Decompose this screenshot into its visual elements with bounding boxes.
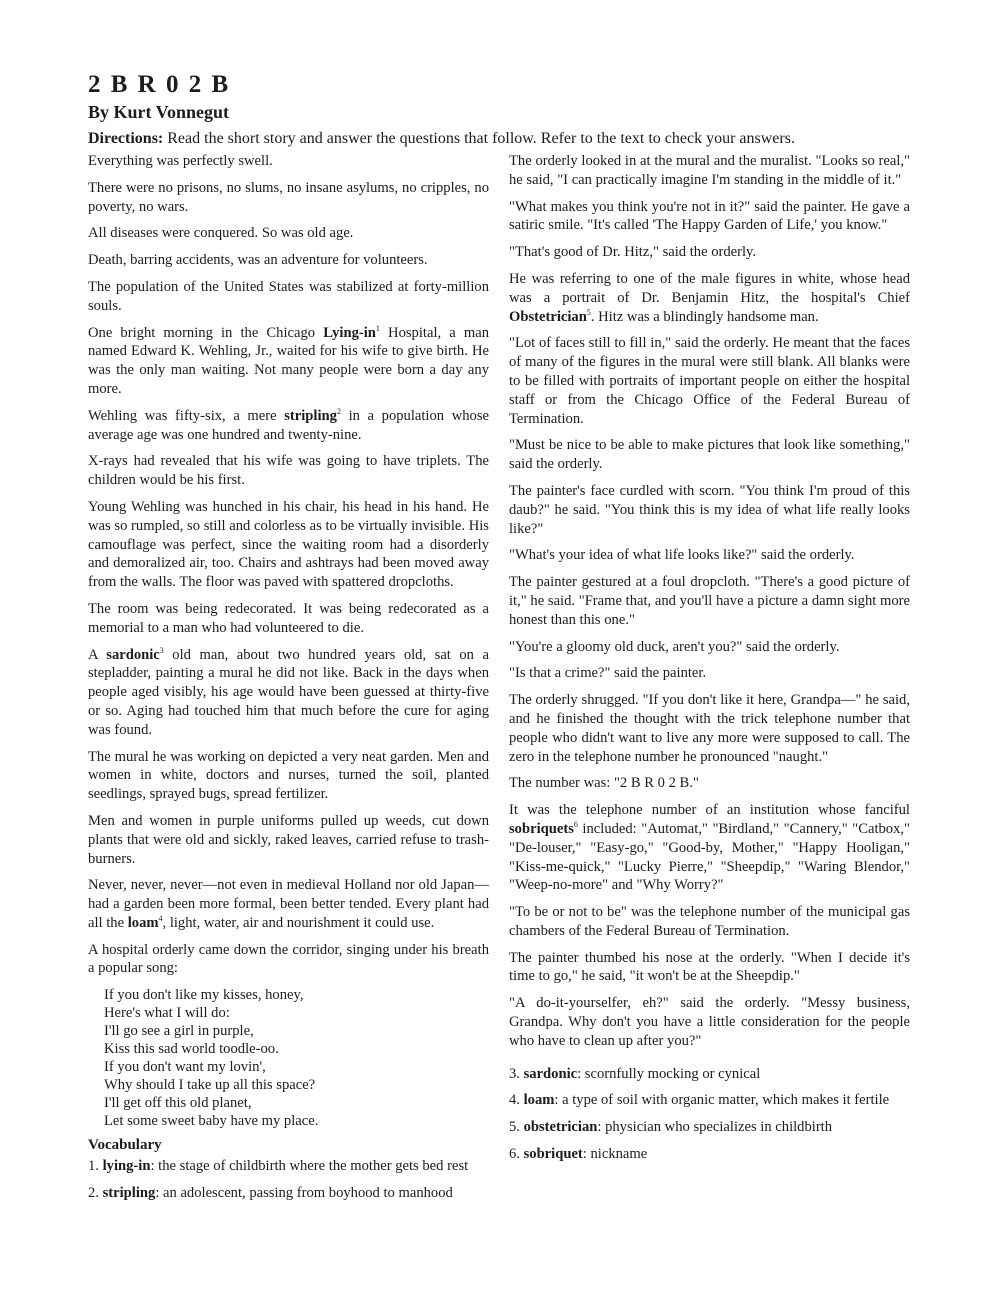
paragraph-text: included: "Automat," "Birdland," "Cannery," "Catbox," "De-louser," "Easy-go," "Good-by, Mother," "Happy Hooligan," "Kiss-me-quick," "Lucky Pierre," "Sheepdip," "Waring Blendor," "Weep-no-more" and "Why Worry?" xyxy=(509,820,910,894)
footnote-marker: 5 xyxy=(586,307,591,317)
vocab-entry-loam xyxy=(509,1091,910,1110)
vocab-entry-stripling xyxy=(88,1184,489,1203)
vocab-definition: : physician who specializes in childbirth xyxy=(597,1119,833,1136)
paragraph: "To be or not to be" was the telephone number of the municipal gas chambers of the Federal Bureau of Termination. xyxy=(509,904,910,939)
vocab-term: stripling xyxy=(102,1185,156,1202)
lyric-line: Kiss this sad world toodle-oo. xyxy=(104,1041,279,1058)
vocab-definition: : a type of soil with organic matter, which makes it fertile xyxy=(554,1092,890,1109)
footnote-marker: 4 xyxy=(158,914,163,924)
paragraph-text: Wehling was fifty-six, a mere xyxy=(88,407,285,424)
paragraph xyxy=(88,407,489,445)
vocab-term: loam xyxy=(523,1092,555,1109)
paragraph-text: He was referring to one of the male figures in white, whose head was a portrait of Dr. Benjamin Hitz, the hospital's Chief xyxy=(509,270,910,306)
vocab-term: sobriquet xyxy=(523,1146,583,1163)
paragraph: The painter thumbed his nose at the orderly. "When I decide it's time to go," he said, "it won't be at the Sheepdip." xyxy=(509,949,910,985)
vocab-number: 5. xyxy=(509,1119,524,1136)
vocab-number: 4. xyxy=(509,1092,524,1109)
paragraph: X-rays had revealed that his wife was going to have triplets. The children would be his first. xyxy=(88,453,489,489)
paragraph-text: Never, never, never—not even in medieval Holland nor old Japan—had a garden been more formal, been better tended. Every plant had all the xyxy=(88,877,489,931)
lyric-line: Let some sweet baby have my place. xyxy=(104,1113,319,1130)
paragraph-text: . Hitz was a blindingly handsome man. xyxy=(590,308,819,325)
vocab-entry-sardonic xyxy=(509,1065,910,1084)
paragraph-text: , light, water, air and nourishment it could use. xyxy=(162,914,435,931)
vocabulary-continued xyxy=(509,1065,910,1164)
vocab-term: lying-in xyxy=(102,1158,151,1175)
paragraph-text: It was the telephone number of an institution whose fanciful xyxy=(509,802,910,819)
paragraph: "Is that a crime?" said the painter. xyxy=(509,665,707,682)
paragraph: The room was being redecorated. It was being redecorated as a memorial to a man who had volunteered to die. xyxy=(88,600,489,636)
paragraph: "A do-it-yourselfer, eh?" said the orderly. "Messy business, Grandpa. Why don't you have a little consideration for the people who have to clean up after you?" xyxy=(509,995,910,1049)
vocab-term-sobriquets: sobriquets xyxy=(509,820,574,837)
paragraph: "What makes you think you're not in it?" said the painter. He gave a satiric smile. "It's called 'The Happy Garden of Life,' you know." xyxy=(509,198,910,234)
paragraph-text: One bright morning in the Chicago xyxy=(88,324,324,341)
directions-label: Directions: xyxy=(88,130,164,147)
paragraph: Men and women in purple uniforms pulled up weeds, cut down plants that were old and sickly, raked leaves, carried refuse to trash-burners. xyxy=(88,812,489,867)
paragraph: The painter's face curdled with scorn. "You think I'm proud of this daub?" he said. "You think this is my idea of what life really looks like?" xyxy=(509,482,910,537)
paragraph xyxy=(509,801,910,895)
story-title: 2 B R 0 2 B xyxy=(88,71,231,98)
directions-text: Read the short story and answer the questions that follow. Refer to the text to check your answers. xyxy=(163,130,795,147)
vocab-term-loam: loam xyxy=(127,914,159,931)
lyric-line: I'll get off this old planet, xyxy=(104,1095,252,1112)
footnote-marker: 1 xyxy=(375,323,380,333)
story-columns xyxy=(88,152,910,1211)
paragraph: Everything was perfectly swell. xyxy=(88,153,273,169)
lyric-line: I'll go see a girl in purple, xyxy=(104,1023,254,1040)
vocab-term-obstetrician: Obstetrician xyxy=(509,308,587,325)
paragraph: "Lot of faces still to fill in," said the orderly. He meant that the faces of many of the figures in the mural were still blank. All blanks were to be filled with portraits of important people on either the hospital staff or from the Chicago Office of the Federal Bureau of Termination. xyxy=(509,335,910,427)
lyric-line: Why should I take up all this space? xyxy=(104,1077,316,1094)
paragraph xyxy=(509,270,910,326)
vocab-entry-obstetrician xyxy=(509,1118,910,1137)
paragraph: "Must be nice to be able to make pictures that look like something," said the orderly. xyxy=(509,437,910,473)
song-lyrics xyxy=(104,986,489,1130)
paragraph-text: A xyxy=(88,646,107,663)
paragraph: Death, barring accidents, was an adventure for volunteers. xyxy=(88,252,428,269)
right-column xyxy=(509,152,910,1211)
vocab-term-lying-in: Lying-in xyxy=(323,324,376,341)
vocab-number: 1. xyxy=(88,1158,103,1175)
vocab-term-stripling: stripling xyxy=(284,407,337,424)
vocab-entry-sobriquet xyxy=(509,1145,910,1164)
vocab-term-sardonic: sardonic xyxy=(106,646,160,663)
vocab-definition: : scornfully mocking or cynical xyxy=(577,1065,761,1082)
vocab-definition: : an adolescent, passing from boyhood to manhood xyxy=(155,1185,453,1202)
vocab-number: 3. xyxy=(509,1065,524,1082)
story-author: By Kurt Vonnegut xyxy=(88,102,230,122)
paragraph: A hospital orderly came down the corridor, singing under his breath a popular song: xyxy=(88,941,489,977)
vocab-entry-lying-in xyxy=(88,1157,489,1176)
vocabulary-heading: Vocabulary xyxy=(88,1137,162,1154)
vocab-definition: : nickname xyxy=(582,1146,648,1163)
left-column xyxy=(88,152,489,1211)
lyric-line: Here's what I will do: xyxy=(104,1005,230,1022)
worksheet-page xyxy=(88,70,910,1211)
paragraph: "You're a gloomy old duck, aren't you?" said the orderly. xyxy=(509,638,840,655)
paragraph: The orderly looked in at the mural and the muralist. "Looks so real," he said, "I can practically imagine I'm standing in the middle of it." xyxy=(509,153,910,188)
paragraph: The number was: "2 B R 0 2 B." xyxy=(509,775,699,792)
paragraph: There were no prisons, no slums, no insane asylums, no cripples, no poverty, no wars. xyxy=(88,179,489,215)
vocab-term: obstetrician xyxy=(523,1119,598,1136)
footnote-marker: 3 xyxy=(159,645,164,655)
vocab-term: sardonic xyxy=(523,1065,578,1082)
paragraph xyxy=(88,646,489,740)
paragraph-text: old man, about two hundred years old, sat on a stepladder, painting a mural he did not like. Back in the days when people aged visibly, his age would have been guessed at thirty-five or so. Aging had touched him that much before the cure for aging was found. xyxy=(88,646,489,738)
paragraph-text: in a population whose average age was one hundred and twenty-nine. xyxy=(88,407,489,443)
paragraph: All diseases were conquered. So was old age. xyxy=(88,225,354,242)
lyric-line: If you don't want my lovin', xyxy=(104,1059,266,1076)
footnote-marker: 2 xyxy=(336,406,341,416)
paragraph: The orderly shrugged. "If you don't like it here, Grandpa—" he said, and he finished the thought with the trick telephone number that people who didn't want to live any more were supposed to call. The zero in the telephone number he pronounced "naught." xyxy=(509,692,910,765)
paragraph: "That's good of Dr. Hitz," said the orderly. xyxy=(509,244,757,261)
vocab-definition: : the stage of childbirth where the mother gets bed rest xyxy=(150,1158,469,1175)
paragraph: The painter gestured at a foul dropcloth. "There's a good picture of it," he said. "Frame that, and you'll have a picture a damn sight more honest than this one." xyxy=(509,574,910,628)
paragraph: Young Wehling was hunched in his chair, his head in his hand. He was so rumpled, so still and colorless as to be virtually invisible. His camouflage was perfect, since the waiting room had a disorderly and demoralized air, too. Chairs and ashtrays had been moved away from the walls. The floor was paved with spattered dropcloths. xyxy=(88,498,489,591)
paragraph-text: Hospital, a man named Edward K. Wehling, Jr., waited for his wife to give birth. He was the only man waiting. Not many people were born a day any more. xyxy=(88,324,489,397)
directions xyxy=(88,128,910,150)
paragraph: The population of the United States was stabilized at forty-million souls. xyxy=(88,278,489,314)
vocab-number: 6. xyxy=(509,1146,524,1163)
paragraph xyxy=(88,324,489,399)
footnote-marker: 6 xyxy=(573,820,578,830)
paragraph xyxy=(88,876,489,932)
vocab-number: 2. xyxy=(88,1185,103,1202)
paragraph: The mural he was working on depicted a very neat garden. Men and women in white, doctors and nurses, turned the soil, planted seedlings, sprayed bugs, spread fertilizer. xyxy=(88,748,489,803)
lyric-line: If you don't like my kisses, honey, xyxy=(104,987,304,1004)
paragraph: "What's your idea of what life looks like?" said the orderly. xyxy=(509,547,855,564)
